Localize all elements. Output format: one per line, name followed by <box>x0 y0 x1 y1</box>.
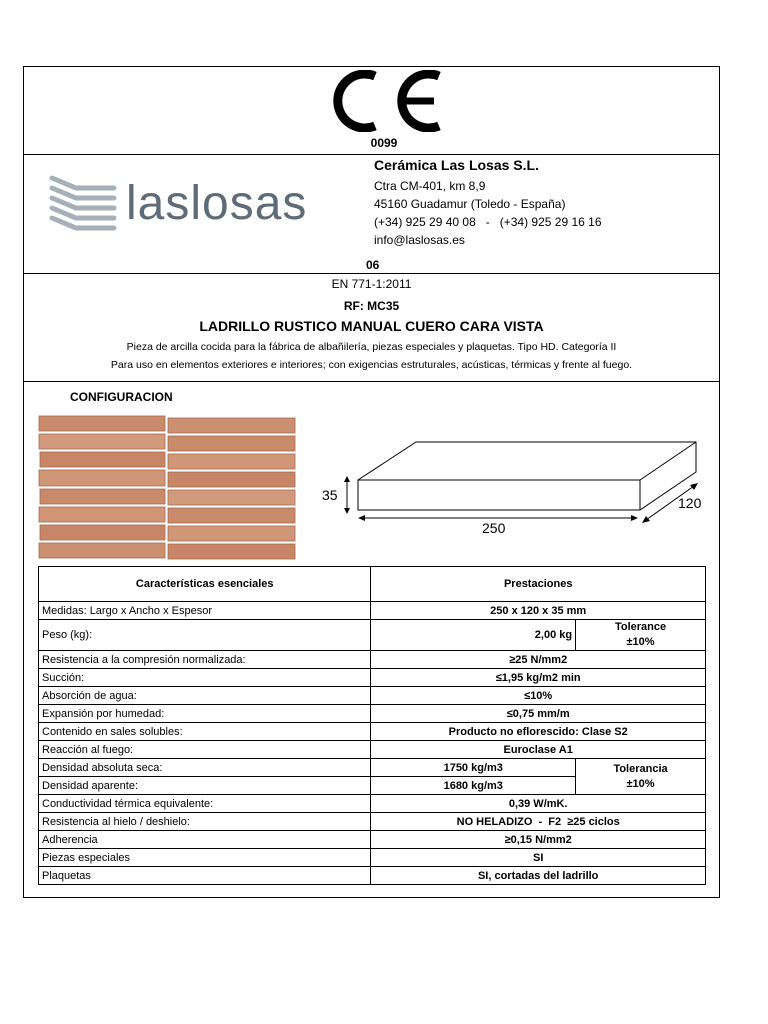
product-description-2: Para uso en elementos exteriores e interiores; con exigencias estruturales, acústicas, térmicas y frente al fuego. <box>110 359 633 371</box>
table-header-characteristics: Características esenciales <box>39 567 371 602</box>
company-email[interactable]: info@laslosas.es <box>374 233 465 247</box>
characteristics-table <box>38 566 706 885</box>
company-name: Cerámica Las Losas S.L. <box>374 157 539 173</box>
company-phones: (+34) 925 29 40 08 - (+34) 925 29 16 16 <box>374 215 602 229</box>
row-label: Succión: <box>39 669 371 687</box>
table-row <box>39 687 706 705</box>
dim-length-label: 250 <box>482 520 506 536</box>
ce-notified-body-number: 0099 <box>370 136 398 150</box>
product-ref: RF: MC35 <box>343 299 400 313</box>
row-value: 1680 kg/m3 <box>371 777 576 795</box>
row-label: Reacción al fuego: <box>39 741 371 759</box>
row-tolerance <box>576 759 706 795</box>
laslosas-logo-icon <box>48 174 118 236</box>
row-value: NO HELADIZO - F2 ≥25 ciclos <box>371 813 706 831</box>
divider <box>23 273 720 274</box>
row-label: Piezas especiales <box>39 849 371 867</box>
row-label: Resistencia a la compresión normalizada: <box>39 651 371 669</box>
table-row <box>39 759 706 777</box>
company-address-line1: Ctra CM-401, km 8,9 <box>374 179 486 193</box>
row-label: Expansión por humedad: <box>39 705 371 723</box>
row-value: ≤1,95 kg/m2 min <box>371 669 706 687</box>
row-label: Contenido en sales solubles: <box>39 723 371 741</box>
standard-reference: EN 771-1:2011 <box>331 277 412 291</box>
table-row <box>39 723 706 741</box>
row-value: Producto no eflorescido: Clase S2 <box>371 723 706 741</box>
row-label: Densidad aparente: <box>39 777 371 795</box>
row-value: ≤10% <box>371 687 706 705</box>
row-label: Conductividad térmica equivalente: <box>39 795 371 813</box>
tolerance-label: Tolerance <box>614 621 667 633</box>
row-value: 0,39 W/mK. <box>371 795 706 813</box>
config-title: CONFIGURACION <box>70 390 173 404</box>
tolerance-value: ±10% <box>626 636 655 648</box>
ce-mark-icon <box>322 70 446 132</box>
row-label: Absorción de agua: <box>39 687 371 705</box>
row-value: ≥25 N/mm2 <box>371 651 706 669</box>
product-description-1: Pieza de arcilla cocida para la fábrica de albañilería, piezas especiales y plaquetas. Tipo HD. Categoría II <box>126 341 617 353</box>
row-label: Resistencia al hielo / deshielo: <box>39 813 371 831</box>
dim-height-label: 35 <box>322 487 338 503</box>
dim-width-label: 120 <box>678 495 702 511</box>
logo-wordmark: laslosas <box>126 177 308 230</box>
table-row <box>39 602 706 620</box>
table-row <box>39 651 706 669</box>
brick-dimension-drawing <box>318 434 718 540</box>
table-row <box>39 705 706 723</box>
table-row <box>39 669 706 687</box>
table-header-row <box>39 567 706 602</box>
table-row <box>39 795 706 813</box>
table-row <box>39 867 706 885</box>
row-value: Euroclase A1 <box>371 741 706 759</box>
table-row <box>39 831 706 849</box>
row-tolerance <box>576 620 706 651</box>
company-address-line2: 45160 Guadamur (Toledo - España) <box>374 197 566 211</box>
tolerance-value: ±10% <box>626 777 655 790</box>
row-value: SI, cortadas del ladrillo <box>371 867 706 885</box>
table-row <box>39 849 706 867</box>
divider <box>23 154 720 155</box>
row-value: ≤0,75 mm/m <box>371 705 706 723</box>
row-label: Densidad absoluta seca: <box>39 759 371 777</box>
row-label: Plaquetas <box>39 867 371 885</box>
tolerance-label: Tolerancia <box>613 762 668 775</box>
table-row <box>39 741 706 759</box>
row-value: 2,00 kg <box>371 620 576 651</box>
table-row <box>39 620 706 651</box>
table-row <box>39 813 706 831</box>
row-label: Medidas: Largo x Ancho x Espesor <box>39 602 371 620</box>
brick-stack-image <box>38 414 298 560</box>
row-label: Adherencia <box>39 831 371 849</box>
row-value: 250 x 120 x 35 mm <box>371 602 706 620</box>
divider <box>23 381 720 382</box>
row-value: ≥0,15 N/mm2 <box>371 831 706 849</box>
year-code: 06 <box>366 258 380 272</box>
row-label: Peso (kg): <box>39 620 371 651</box>
row-value: SI <box>371 849 706 867</box>
row-value: 1750 kg/m3 <box>371 759 576 777</box>
product-title: LADRILLO RUSTICO MANUAL CUERO CARA VISTA <box>199 318 544 334</box>
table-header-performance: Prestaciones <box>371 567 706 602</box>
